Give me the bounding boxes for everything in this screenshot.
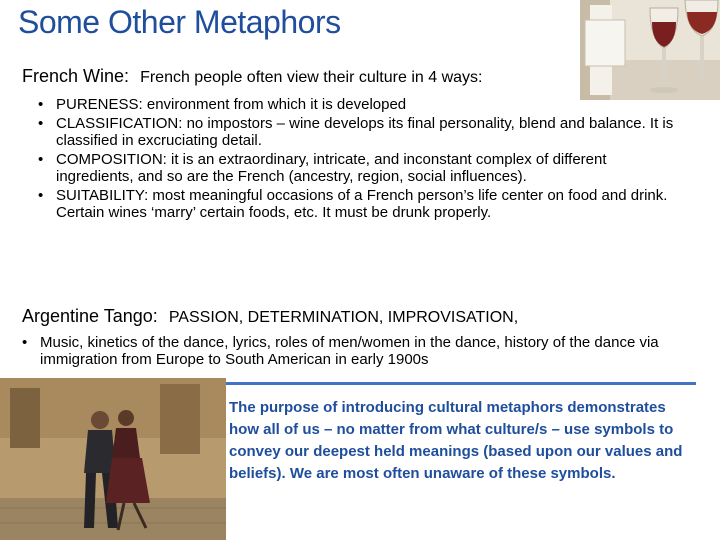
tango-heading-colon: :	[152, 306, 158, 326]
callout-divider	[226, 382, 696, 385]
tango-bullet-music: • Music, kinetics of the dance, lyrics, roles of men/women in the dance, history of the dance via immigration from Europe to South American in early 1900s	[18, 334, 708, 368]
slide-title: Some Other Metaphors	[18, 4, 341, 40]
cultural-metaphors-callout: The purpose of introducing cultural metaphors demonstrates how all of us – no matter from what culture/s – use symbols to convey our deepest held meanings (based upon our values and beliefs). We are most often unaware of these symbols.	[229, 399, 683, 482]
wine-heading: French Wine:	[22, 66, 130, 86]
tango-dancers-photo	[0, 378, 226, 540]
wine-bullet-suitability: • SUITABILITY: most meaningful occasions of a French person’s life center on food and drink. Certain wines ‘marry’ certain foods, etc. It must be drunk properly.	[34, 187, 684, 221]
wine-bullet-list	[34, 96, 684, 223]
wine-bullet-pureness: • PURENESS: environment from which it is developed	[34, 96, 684, 113]
tango-heading: Argentine Tango	[22, 306, 153, 326]
wine-bullet-composition: • COMPOSITION: it is an extraordinary, intricate, and inconstant complex of different ingredients, and so are the French (ancestry, region, social influences).	[34, 151, 684, 185]
tango-intro: PASSION, DETERMINATION, IMPROVISATION,	[168, 309, 519, 326]
tango-bullet-list	[18, 334, 708, 370]
wine-intro: French people often view their culture in 4 ways:	[140, 69, 483, 86]
wine-glass-photo	[580, 0, 720, 100]
tango-heading-line	[22, 306, 518, 327]
wine-bullet-classification: • CLASSIFICATION: no impostors – wine develops its final personality, blend and balance. It is classified in excruciating detail.	[34, 115, 684, 149]
wine-heading-line	[22, 66, 482, 87]
